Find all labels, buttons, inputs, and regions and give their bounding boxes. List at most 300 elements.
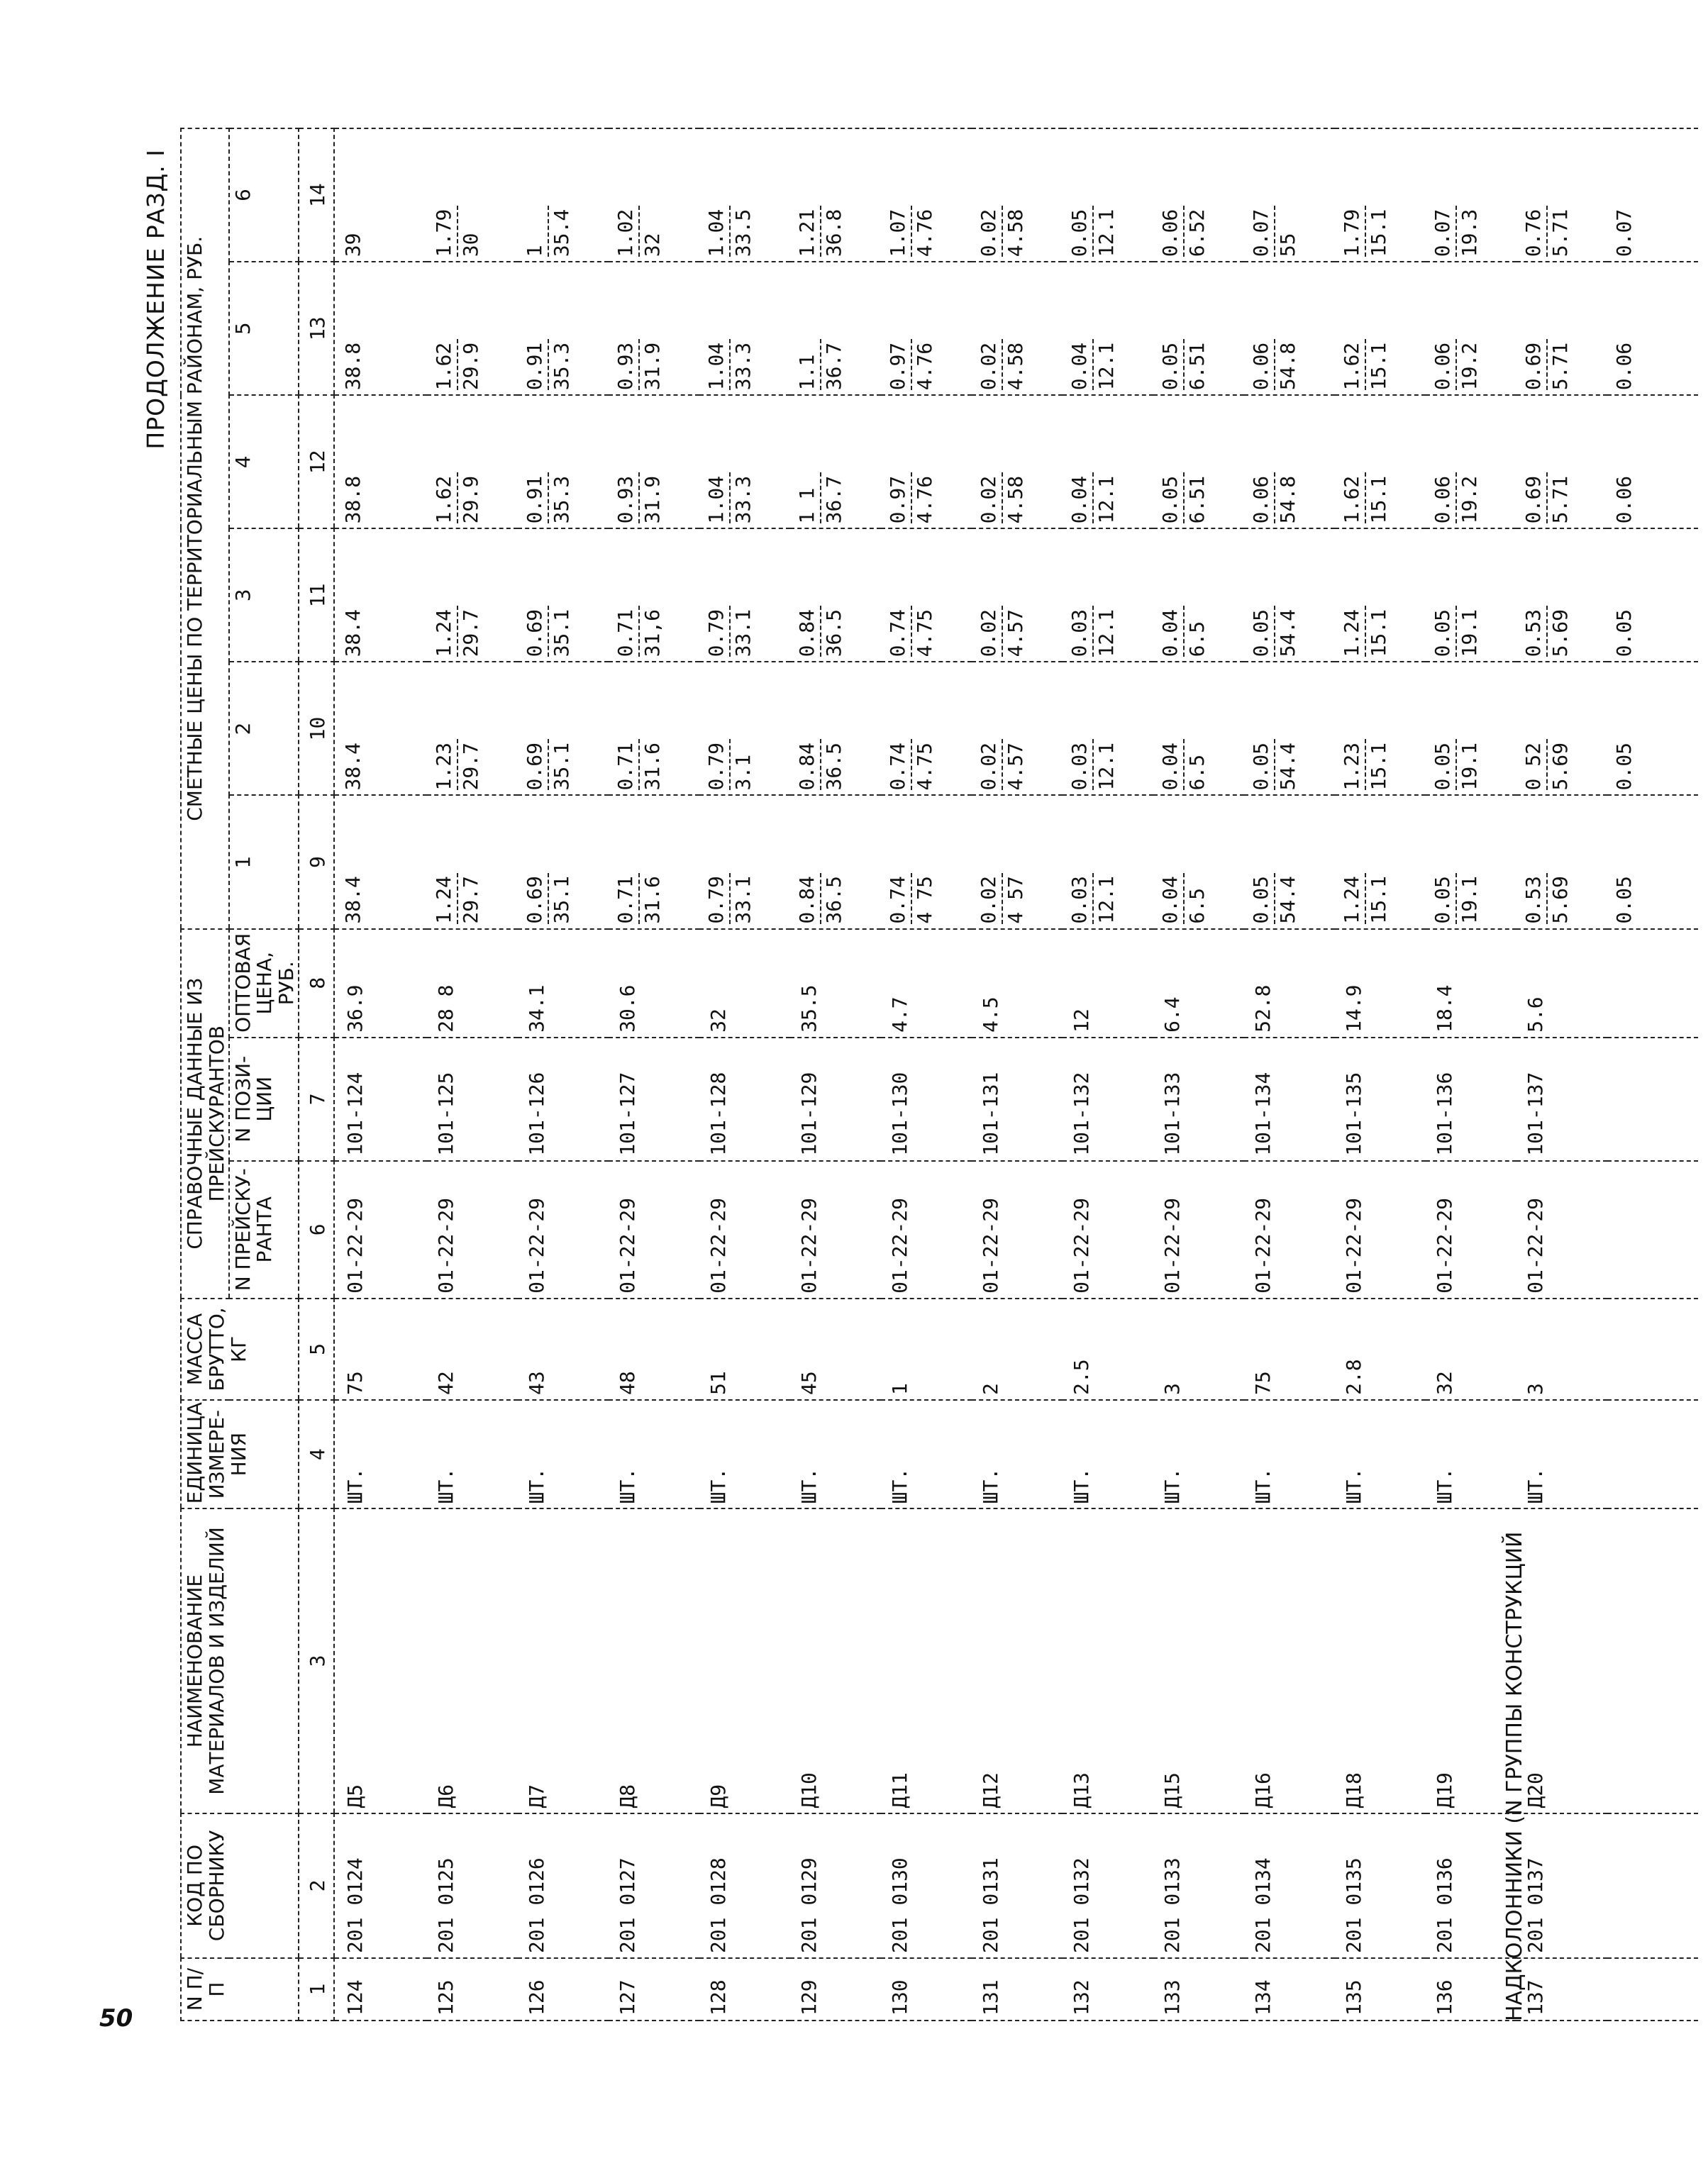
region-price-cell [972, 128, 1063, 262]
material-name: Д16 [1244, 1508, 1335, 1813]
transport-cost: 1 [522, 245, 546, 257]
transport-cost: 1.24 [1339, 876, 1363, 924]
wholesale-price: 35.5 [790, 929, 881, 1038]
region-price-cell [427, 662, 518, 795]
fraction-divider [1546, 873, 1548, 924]
transport-cost: 0.74 [885, 876, 909, 924]
fraction-divider [638, 339, 640, 390]
transport-cost: 0.79 [704, 743, 728, 791]
gross-mass: 3 [1153, 1299, 1244, 1400]
material-code: 201 0131 [972, 1813, 1063, 1958]
region-price-cell [790, 262, 881, 395]
estimate-price: 5.71 [1548, 475, 1572, 524]
region-price-cell [334, 262, 427, 395]
transport-cost: 0.84 [794, 608, 819, 657]
col-index: 3 [299, 1508, 334, 1813]
transport-cost: 0.84 [794, 876, 819, 924]
region-price-cell [427, 528, 518, 662]
fraction-divider [457, 873, 458, 924]
col-header-region-1: 1 [229, 796, 299, 929]
position-number: 101-130 [881, 1038, 972, 1161]
fraction-divider [1183, 740, 1185, 791]
position-number: 101-128 [699, 1038, 790, 1161]
estimate-price: 54.4 [1275, 876, 1299, 924]
gross-mass: 3 [1516, 1299, 1607, 1400]
estimate-price: 4.75 [912, 608, 936, 657]
wholesale-price: 12 [1063, 929, 1153, 1038]
fraction-divider [1455, 606, 1457, 657]
fraction-divider [1546, 472, 1548, 523]
region-price-cell [790, 395, 881, 528]
region-price-cell [699, 662, 790, 795]
transport-cost: 0.07 [1612, 209, 1636, 257]
transport-cost: 1.62 [1339, 342, 1363, 391]
transport-cost: 1.62 [431, 475, 455, 524]
pricelist-number: 01-22-29 [609, 1161, 699, 1299]
transport-cost: 0.02 [976, 876, 1000, 924]
transport-cost: 1.24 [431, 876, 455, 924]
material-code: 201 0130 [881, 1813, 972, 1958]
fraction-divider [729, 339, 731, 390]
estimate-price: 36.5 [821, 608, 845, 657]
transport-cost: 0.79 [704, 876, 728, 924]
table-row [609, 128, 699, 2021]
material-name: Д11 [881, 1508, 972, 1813]
fraction-divider [1365, 740, 1366, 791]
table-row [972, 128, 1063, 2021]
region-price-cell [518, 796, 609, 929]
price-table-body [334, 128, 1698, 2021]
estimate-price: 35.4 [549, 209, 573, 257]
gross-mass: 1 [881, 1299, 972, 1400]
gross-mass: 2.8 [1335, 1299, 1426, 1400]
estimate-price: 4.58 [1003, 342, 1027, 391]
fraction-divider [1455, 472, 1457, 523]
fraction-divider [638, 606, 640, 657]
row-number: 133 [1153, 1958, 1244, 2021]
estimate-price: 54.4 [1275, 743, 1299, 791]
region-price-cell [881, 262, 972, 395]
transport-cost: 0.93 [613, 475, 637, 524]
table-row [1244, 128, 1335, 2021]
estimate-price: 5.71 [1548, 342, 1572, 391]
transport-cost: 0.05 [1430, 876, 1454, 924]
region-price-cell [1063, 395, 1153, 528]
transport-cost: 0.05 [1612, 743, 1636, 791]
wholesale-price [1607, 929, 1698, 1038]
material-code: 201 0124 [334, 1813, 427, 1958]
transport-cost: 0.06 [1430, 475, 1454, 524]
estimate-price: 6.51 [1185, 475, 1209, 524]
estimate-price: 35.3 [549, 475, 573, 524]
region-price-cell [427, 796, 518, 929]
region-price-cell [1335, 528, 1426, 662]
fraction-divider [457, 339, 458, 390]
region-price-cell [1244, 395, 1335, 528]
region-price-cell [1426, 528, 1516, 662]
row-number: 128 [699, 1958, 790, 2021]
fraction-divider [638, 206, 640, 257]
region-price-cell [427, 395, 518, 528]
position-number [1607, 1038, 1698, 1161]
col-header-regions-group: СМЕТНЫЕ ЦЕНЫ ПО ТЕРРИТОРИАЛЬНЫМ РАЙОНАМ, РУБ. [181, 128, 229, 929]
transport-cost: 0.69 [522, 743, 546, 791]
fraction-divider [1455, 206, 1457, 257]
region-price-cell [1244, 796, 1335, 929]
fraction-divider [729, 873, 731, 924]
col-index: 2 [299, 1813, 334, 1958]
col-header-mass: МАССА БРУТТО, КГ [181, 1299, 299, 1400]
region-price-cell [699, 796, 790, 929]
fraction-divider [1274, 339, 1275, 390]
estimate-price: 31.9 [640, 342, 664, 391]
transport-cost: 0.93 [613, 342, 637, 391]
transport-cost: 0.79 [704, 608, 728, 657]
col-header-position: N ПОЗИ- ЦИИ [229, 1038, 299, 1161]
fraction-divider [1546, 206, 1548, 257]
region-price-cell [1153, 262, 1244, 395]
transport-cost: 0.02 [976, 475, 1000, 524]
transport-cost: 0.02 [976, 608, 1000, 657]
region-price-cell [790, 528, 881, 662]
page-number: 50 [99, 2004, 133, 2033]
fraction-divider [911, 740, 912, 791]
col-header-region-5: 5 [229, 262, 299, 395]
position-number: 101-124 [334, 1038, 427, 1161]
row-number: 135 [1335, 1958, 1426, 2021]
estimate-price: 35.1 [549, 876, 573, 924]
estimate-price: 6.5 [1185, 754, 1209, 791]
estimate-price: 33.5 [731, 209, 755, 257]
region-price-cell [1607, 395, 1698, 528]
estimate-price: 54.8 [1275, 342, 1299, 391]
fraction-divider [1546, 339, 1548, 390]
fraction-divider [457, 606, 458, 657]
region-price-cell [609, 128, 699, 262]
fraction-divider [548, 472, 549, 523]
fraction-divider [638, 873, 640, 924]
pricelist-number: 01-22-29 [1516, 1161, 1607, 1299]
region-price-cell [1607, 796, 1698, 929]
transport-cost: 0.84 [794, 743, 819, 791]
estimate-price: 31.6 [640, 876, 664, 924]
region-price-cell [881, 128, 972, 262]
estimate-price: 4.76 [912, 475, 936, 524]
fraction-divider [820, 606, 821, 657]
row-number: 131 [972, 1958, 1063, 2021]
region-price-cell [790, 662, 881, 795]
fraction-divider [548, 339, 549, 390]
fraction-divider [457, 472, 458, 523]
fraction-divider [638, 740, 640, 791]
estimate-price: 6.52 [1185, 209, 1209, 257]
region-price-cell [1516, 662, 1607, 795]
region-price-cell [972, 395, 1063, 528]
region-price-cell [881, 395, 972, 528]
transport-cost: 0.05 [1430, 743, 1454, 791]
gross-mass: 2.5 [1063, 1299, 1153, 1400]
estimate-price: 35.3 [549, 342, 573, 391]
region-price-cell [1063, 128, 1153, 262]
gross-mass: 51 [699, 1299, 790, 1400]
region-price-cell [1426, 128, 1516, 262]
fraction-divider [1274, 472, 1275, 523]
gross-mass: 45 [790, 1299, 881, 1400]
transport-cost: 0.76 [1521, 209, 1545, 257]
region-price-cell [1153, 662, 1244, 795]
region-price-cell [881, 662, 972, 795]
estimate-price: 12.1 [1094, 475, 1118, 524]
gross-mass: 42 [427, 1299, 518, 1400]
column-index-row [299, 128, 334, 2021]
pricelist-number: 01-22-29 [1244, 1161, 1335, 1299]
wholesale-price: 18.4 [1426, 929, 1516, 1038]
fraction-divider [1274, 873, 1275, 924]
transport-cost: 0.71 [613, 608, 637, 657]
estimate-price: 4 57 [1003, 876, 1027, 924]
fraction-divider [1546, 740, 1548, 791]
region-price-cell [609, 796, 699, 929]
fraction-divider [820, 740, 821, 791]
table-row [1153, 128, 1244, 2021]
row-number: 136 [1426, 1958, 1516, 2021]
unit-of-measure: ШТ. [1516, 1400, 1607, 1508]
pricelist-number: 01-22-29 [972, 1161, 1063, 1299]
position-number: 101-133 [1153, 1038, 1244, 1161]
row-number: 137 [1516, 1958, 1607, 2021]
fraction-divider [1274, 206, 1275, 257]
pricelist-number: 01-22-29 [1426, 1161, 1516, 1299]
fraction-divider [1002, 740, 1003, 791]
wholesale-price: 30.6 [609, 929, 699, 1038]
unit-of-measure: ШТ. [1244, 1400, 1335, 1508]
region-price-cell [790, 128, 881, 262]
fraction-divider [820, 873, 821, 924]
transport-cost: 1.04 [704, 475, 728, 524]
unit-of-measure: ШТ. [1153, 1400, 1244, 1508]
region-price-cell [334, 796, 427, 929]
estimate-price: 5.69 [1548, 743, 1572, 791]
fraction-divider [1183, 873, 1185, 924]
material-code: 201 0127 [609, 1813, 699, 1958]
table-row [1516, 128, 1607, 2021]
region-price-cell [427, 262, 518, 395]
unit-of-measure: ШТ. [1335, 1400, 1426, 1508]
material-name: Д5 [334, 1508, 427, 1813]
transport-cost: 0.53 [1521, 608, 1545, 657]
transport-cost: 0.74 [885, 608, 909, 657]
estimate-price: 15.1 [1366, 209, 1390, 257]
material-code: 201 0129 [790, 1813, 881, 1958]
material-name: Д10 [790, 1508, 881, 1813]
estimate-price: 4.76 [912, 209, 936, 257]
gross-mass: 48 [609, 1299, 699, 1400]
transport-cost: 38.4 [340, 876, 365, 924]
fraction-divider [1092, 472, 1094, 523]
fraction-divider [457, 206, 458, 257]
table-row [881, 128, 972, 2021]
transport-cost: 0.69 [522, 876, 546, 924]
estimate-price: 19.2 [1457, 475, 1481, 524]
estimate-price: 19.1 [1457, 743, 1481, 791]
material-name: Д8 [609, 1508, 699, 1813]
region-price-cell [790, 796, 881, 929]
region-price-cell [1153, 528, 1244, 662]
wholesale-price: 4.5 [972, 929, 1063, 1038]
wholesale-price: 36.9 [334, 929, 427, 1038]
region-price-cell [972, 528, 1063, 662]
material-name: Д13 [1063, 1508, 1153, 1813]
region-price-cell [1153, 128, 1244, 262]
fraction-divider [548, 740, 549, 791]
estimate-price: 35.1 [549, 743, 573, 791]
region-price-cell [1153, 796, 1244, 929]
estimate-price: 54.4 [1275, 608, 1299, 657]
material-code: 201 0135 [1335, 1813, 1426, 1958]
region-price-cell [1607, 662, 1698, 795]
transport-cost: 0.69 [522, 608, 546, 657]
unit-of-measure: ШТ. [790, 1400, 881, 1508]
region-price-cell [972, 796, 1063, 929]
transport-cost: 0.53 [1521, 876, 1545, 924]
region-price-cell [1244, 262, 1335, 395]
transport-cost: 0.05 [1158, 475, 1182, 524]
unit-of-measure: ШТ. [881, 1400, 972, 1508]
region-price-cell [334, 528, 427, 662]
region-price-cell [881, 796, 972, 929]
col-index: 13 [299, 262, 334, 395]
estimate-price: 4.58 [1003, 209, 1027, 257]
fraction-divider [457, 740, 458, 791]
fraction-divider [1183, 606, 1185, 657]
transport-cost: 1.02 [613, 209, 637, 257]
table-row [1607, 128, 1698, 2021]
estimate-price: 19.3 [1457, 209, 1481, 257]
region-price-cell [1426, 796, 1516, 929]
material-code: 201 0125 [427, 1813, 518, 1958]
col-index: 10 [299, 662, 334, 795]
gross-mass [1607, 1299, 1698, 1400]
pricelist-number [1607, 1161, 1698, 1299]
fraction-divider [911, 206, 912, 257]
col-index: 7 [299, 1038, 334, 1161]
fraction-divider [1455, 740, 1457, 791]
fraction-divider [1183, 206, 1185, 257]
transport-cost: 0.05 [1430, 608, 1454, 657]
transport-cost: 0.69 [1521, 342, 1545, 391]
estimate-price: 33.1 [731, 876, 755, 924]
table-row [427, 128, 518, 2021]
region-price-cell [1153, 395, 1244, 528]
transport-cost: 0.97 [885, 342, 909, 391]
col-index: 8 [299, 929, 334, 1038]
pricelist-number: 01-22-29 [699, 1161, 790, 1299]
pricelist-number: 01-22-29 [881, 1161, 972, 1299]
pricelist-number: 01-22-29 [1335, 1161, 1426, 1299]
estimate-price: 12.1 [1094, 743, 1118, 791]
fraction-divider [1002, 339, 1003, 390]
fraction-divider [1183, 472, 1185, 523]
estimate-price: 4.76 [912, 342, 936, 391]
material-name: Д20 [1516, 1508, 1607, 1813]
region-price-cell [699, 262, 790, 395]
material-code: 201 0132 [1063, 1813, 1153, 1958]
region-price-cell [699, 528, 790, 662]
group-note: НАДКОЛОННИКИ (N ГРУППЫ КОНСТРУКЦИЙ [1502, 1531, 1527, 2021]
region-price-cell [1063, 262, 1153, 395]
fraction-divider [1365, 339, 1366, 390]
region-price-cell [1607, 262, 1698, 395]
fraction-divider [548, 206, 549, 257]
estimate-price: 31.6 [640, 743, 664, 791]
row-number: 127 [609, 1958, 699, 2021]
fraction-divider [820, 206, 821, 257]
material-code: 201 0133 [1153, 1813, 1244, 1958]
estimate-price: 29.7 [458, 743, 482, 791]
row-number: 134 [1244, 1958, 1335, 2021]
region-price-cell [1335, 128, 1426, 262]
region-price-cell [1516, 128, 1607, 262]
transport-cost: 0.04 [1158, 608, 1182, 657]
pricelist-number: 01-22-29 [1153, 1161, 1244, 1299]
position-number: 101-136 [1426, 1038, 1516, 1161]
region-price-cell [1516, 528, 1607, 662]
rotated-page-content [142, 128, 1636, 2021]
transport-cost: 38.8 [340, 475, 365, 524]
fraction-divider [1365, 606, 1366, 657]
transport-cost: 38.4 [340, 743, 365, 791]
region-price-cell [1244, 662, 1335, 795]
col-header-region-2: 2 [229, 662, 299, 795]
region-price-cell [334, 395, 427, 528]
region-price-cell [1063, 528, 1153, 662]
col-index: 6 [299, 1161, 334, 1299]
material-name: Д15 [1153, 1508, 1244, 1813]
unit-of-measure: ШТ. [972, 1400, 1063, 1508]
estimate-price: 15.1 [1366, 743, 1390, 791]
table-row [518, 128, 609, 2021]
col-header-region-3: 3 [229, 528, 299, 662]
fraction-divider [729, 740, 731, 791]
row-number: 130 [881, 1958, 972, 2021]
transport-cost: 0.05 [1612, 608, 1636, 657]
material-name: Д6 [427, 1508, 518, 1813]
region-price-cell [609, 528, 699, 662]
estimate-price: 6.51 [1185, 342, 1209, 391]
transport-cost: 0.05 [1612, 876, 1636, 924]
col-index: 11 [299, 528, 334, 662]
section-heading: ПРОДОЛЖЕНИЕ РАЗД. I [142, 149, 170, 450]
col-header-num: N П/П [181, 1958, 299, 2021]
fraction-divider [1092, 740, 1094, 791]
position-number: 101-135 [1335, 1038, 1426, 1161]
transport-cost: 0.02 [976, 209, 1000, 257]
transport-cost: 0.06 [1248, 342, 1272, 391]
transport-cost: 0.02 [976, 342, 1000, 391]
region-price-cell [609, 662, 699, 795]
region-price-cell [334, 128, 427, 262]
estimate-price: 12.1 [1094, 342, 1118, 391]
wholesale-price: 52.8 [1244, 929, 1335, 1038]
fraction-divider [1455, 339, 1457, 390]
transport-cost: 0 52 [1521, 743, 1545, 791]
transport-cost: 1.23 [1339, 743, 1363, 791]
region-price-cell [1516, 796, 1607, 929]
row-number: 132 [1063, 1958, 1153, 2021]
pricelist-number: 01-22-29 [790, 1161, 881, 1299]
col-index: 1 [299, 1958, 334, 2021]
transport-cost: 0.03 [1067, 876, 1091, 924]
